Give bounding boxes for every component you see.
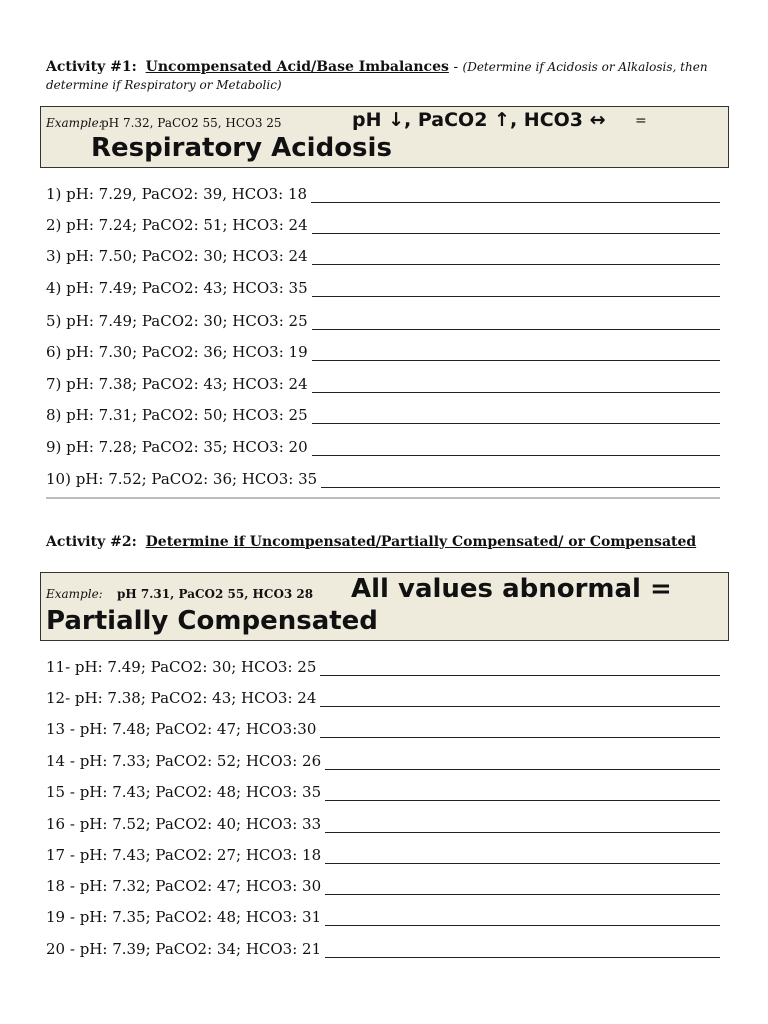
answer-line[interactable] bbox=[325, 849, 720, 864]
answer-line[interactable] bbox=[325, 818, 720, 833]
question-row-14 bbox=[46, 748, 720, 770]
question-text: 1) pH: 7.29, PaCO2: 39, HCO3: 18 bbox=[46, 185, 308, 203]
question-text: 6) pH: 7.30; PaCO2: 36; HCO3: 19 bbox=[46, 343, 308, 361]
activity2-title: Determine if Uncompensated/Partially Compensated/ or Compensated bbox=[145, 534, 697, 550]
question-row-6 bbox=[46, 339, 720, 361]
activity1-example-values: pH 7.32, PaCO2 55, HCO3 25 bbox=[101, 116, 282, 130]
question-row-8 bbox=[46, 402, 720, 424]
question-row-1 bbox=[46, 181, 720, 203]
activity1-note-line1: (Determine if Acidosis or Alkalosis, then bbox=[462, 60, 708, 74]
activity2-example-box bbox=[40, 572, 729, 641]
activity1-example-arrows: pH ↓, PaCO2 ↑, HCO3 ↔ bbox=[352, 109, 606, 131]
answer-line[interactable] bbox=[311, 188, 720, 203]
question-text: 13 - pH: 7.48; PaCO2: 47; HCO3:30 bbox=[46, 720, 317, 738]
question-row-10 bbox=[46, 466, 720, 488]
question-row-7 bbox=[46, 371, 720, 393]
question-row-18 bbox=[46, 873, 720, 895]
question-text: 3) pH: 7.50; PaCO2: 30; HCO3: 24 bbox=[46, 247, 308, 265]
question-text: 7) pH: 7.38; PaCO2: 43; HCO3: 24 bbox=[46, 375, 308, 393]
answer-line[interactable] bbox=[312, 346, 720, 361]
answer-line[interactable] bbox=[312, 378, 720, 393]
question-text: 8) pH: 7.31; PaCO2: 50; HCO3: 25 bbox=[46, 406, 308, 424]
activity2-heading bbox=[46, 534, 696, 550]
question-text: 15 - pH: 7.43; PaCO2: 48; HCO3: 35 bbox=[46, 783, 322, 801]
question-row-2 bbox=[46, 212, 720, 234]
question-row-15 bbox=[46, 779, 720, 801]
question-text: 20 - pH: 7.39; PaCO2: 34; HCO3: 21 bbox=[46, 940, 322, 958]
question-row-16 bbox=[46, 811, 720, 833]
question-row-12 bbox=[46, 685, 720, 707]
activity1-example-result: Respiratory Acidosis bbox=[91, 133, 392, 163]
answer-line[interactable] bbox=[325, 911, 720, 926]
activity1-example-box bbox=[40, 106, 729, 168]
question-row-11 bbox=[46, 654, 720, 676]
question-text: 9) pH: 7.28; PaCO2: 35; HCO3: 20 bbox=[46, 438, 308, 456]
question-row-13 bbox=[46, 716, 720, 738]
activity2-label: Activity #2: bbox=[46, 534, 137, 550]
answer-line[interactable] bbox=[320, 692, 720, 707]
question-text: 19 - pH: 7.35; PaCO2: 48; HCO3: 31 bbox=[46, 908, 322, 926]
question-text: 2) pH: 7.24; PaCO2: 51; HCO3: 24 bbox=[46, 216, 308, 234]
question-row-9 bbox=[46, 434, 720, 456]
question-text: 14 - pH: 7.33; PaCO2: 52; HCO3: 26 bbox=[46, 752, 322, 770]
answer-line[interactable] bbox=[312, 409, 720, 424]
answer-line[interactable] bbox=[320, 661, 720, 676]
answer-line[interactable] bbox=[312, 250, 720, 265]
question-text: 12- pH: 7.38; PaCO2: 43; HCO3: 24 bbox=[46, 689, 317, 707]
question-text: 4) pH: 7.49; PaCO2: 43; HCO3: 35 bbox=[46, 279, 308, 297]
question-row-4 bbox=[46, 275, 720, 297]
activity1-title: Uncompensated Acid/Base Imbalances bbox=[145, 59, 449, 75]
activity1-example-equals: = bbox=[635, 113, 647, 129]
answer-line[interactable] bbox=[312, 282, 720, 297]
question-text: 16 - pH: 7.52; PaCO2: 40; HCO3: 33 bbox=[46, 815, 322, 833]
section-divider bbox=[46, 497, 720, 499]
activity1-heading bbox=[46, 59, 708, 75]
question-row-3 bbox=[46, 243, 720, 265]
question-text: 18 - pH: 7.32; PaCO2: 47; HCO3: 30 bbox=[46, 877, 322, 895]
answer-line[interactable] bbox=[321, 473, 720, 488]
activity2-example-headline: All values abnormal = bbox=[351, 574, 672, 604]
activity2-example-label: Example: bbox=[46, 587, 103, 601]
question-row-20 bbox=[46, 936, 720, 958]
answer-line[interactable] bbox=[325, 786, 720, 801]
question-row-17 bbox=[46, 842, 720, 864]
activity1-example-label: Example: bbox=[46, 116, 103, 130]
answer-line[interactable] bbox=[312, 315, 720, 330]
activity2-example-result: Partially Compensated bbox=[46, 606, 378, 636]
activity2-example-values: pH 7.31, PaCO2 55, HCO3 28 bbox=[117, 587, 314, 601]
answer-line[interactable] bbox=[312, 219, 720, 234]
answer-line[interactable] bbox=[325, 880, 720, 895]
question-text: 10) pH: 7.52; PaCO2: 36; HCO3: 35 bbox=[46, 470, 318, 488]
question-row-19 bbox=[46, 904, 720, 926]
activity1-dash: - bbox=[453, 59, 459, 75]
question-row-5 bbox=[46, 308, 720, 330]
answer-line[interactable] bbox=[312, 441, 720, 456]
activity1-note-line2: determine if Respiratory or Metabolic) bbox=[46, 78, 282, 92]
answer-line[interactable] bbox=[325, 755, 720, 770]
question-text: 5) pH: 7.49; PaCO2: 30; HCO3: 25 bbox=[46, 312, 308, 330]
answer-line[interactable] bbox=[320, 723, 720, 738]
question-text: 11- pH: 7.49; PaCO2: 30; HCO3: 25 bbox=[46, 658, 317, 676]
answer-line[interactable] bbox=[325, 943, 720, 958]
activity1-label: Activity #1: bbox=[46, 59, 137, 75]
question-text: 17 - pH: 7.43; PaCO2: 27; HCO3: 18 bbox=[46, 846, 322, 864]
